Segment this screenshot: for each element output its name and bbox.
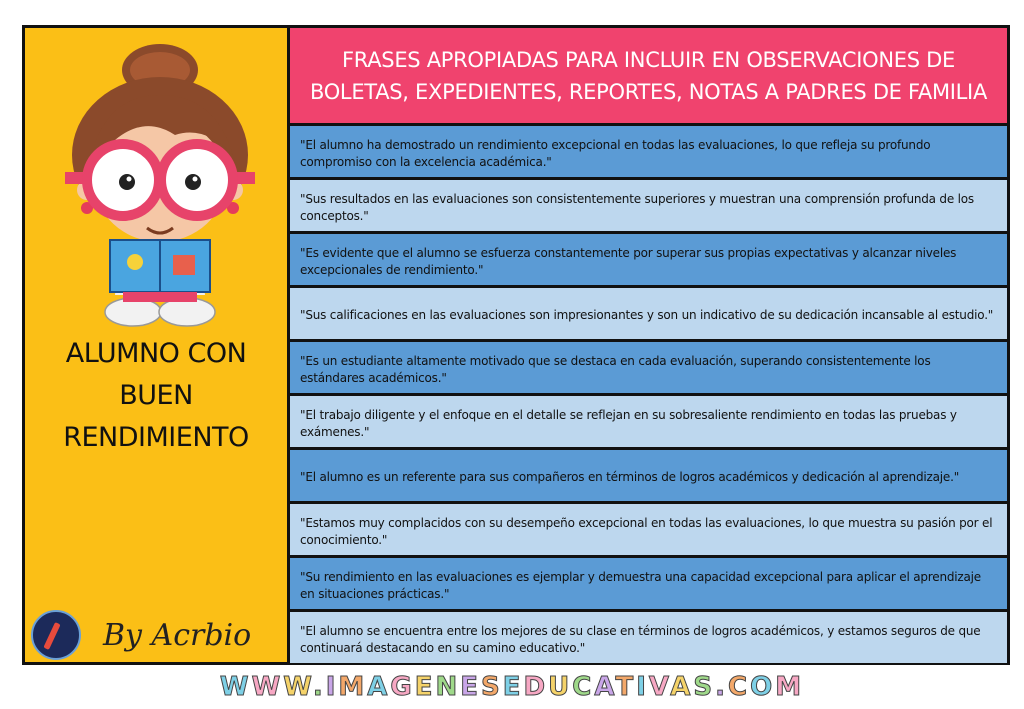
header-title-line-1: FRASES APROPIADAS PARA INCLUIR EN OBSERVACIONES DE xyxy=(342,47,955,72)
sidebar-title-line-2: BUEN xyxy=(119,380,193,411)
phrase-row: "Sus resultados en las evaluaciones son consistentemente superiores y muestran una comprensión profunda de los conceptos." xyxy=(290,180,1007,231)
phrases-list xyxy=(290,126,1007,666)
sidebar-title xyxy=(25,333,287,459)
sidebar xyxy=(25,28,287,662)
phrase-row: "Su rendimiento en las evaluaciones es ejemplar y demuestra una capacidad excepcional para aplicar el aprendizaje en situaciones prácticas." xyxy=(290,558,1007,609)
phrase-row: "Estamos muy complacidos con su desempeño excepcional en todas las evaluaciones, lo que muestra su pasión por el conocimiento." xyxy=(290,504,1007,555)
phrase-row: "El alumno es un referente para sus compañeros en términos de logros académicos y dedicación al aprendizaje." xyxy=(290,450,1007,501)
phrase-row: "Es evidente que el alumno se esfuerza constantemente por superar sus propias expectativas y alcanzar niveles excepcionales de rendimiento." xyxy=(290,234,1007,285)
phrase-row: "El alumno ha demostrado un rendimiento excepcional en todas las evaluaciones, lo que refleja su profundo compromiso con la excelencia académica." xyxy=(290,126,1007,177)
phrase-row: "El alumno se encuentra entre los mejores de su clase en términos de logros académicos, y estamos seguros de que continuará destacando en su camino educativo." xyxy=(290,612,1007,663)
website-watermark xyxy=(0,672,1024,702)
phrase-row: "Es un estudiante altamente motivado que se destaca en cada evaluación, superando consistentemente los estándares académicos." xyxy=(290,342,1007,393)
author-signature: By Acrbio xyxy=(103,618,252,653)
sidebar-title-line-3: RENDIMIENTO xyxy=(63,422,249,453)
phrases-panel xyxy=(290,28,1007,662)
sidebar-title-line-1: ALUMNO CON xyxy=(65,338,247,369)
header-banner xyxy=(290,28,1007,123)
author-logo-icon xyxy=(31,610,81,660)
website-url: WWW.IMAGENESEDUCATIVAS.COM xyxy=(219,672,805,702)
worksheet-frame xyxy=(22,25,1010,665)
header-title-line-2: BOLETAS, EXPEDIENTES, REPORTES, NOTAS A PADRES DE FAMILIA xyxy=(309,79,988,104)
phrase-row: "El trabajo diligente y el enfoque en el detalle se reflejan en su sobresaliente rendimiento en todas las pruebas y exámenes." xyxy=(290,396,1007,447)
phrase-row: "Sus calificaciones en las evaluaciones son impresionantes y son un indicativo de su dedicación incansable al estudio." xyxy=(290,288,1007,339)
girl-reading-illustration xyxy=(65,40,275,330)
